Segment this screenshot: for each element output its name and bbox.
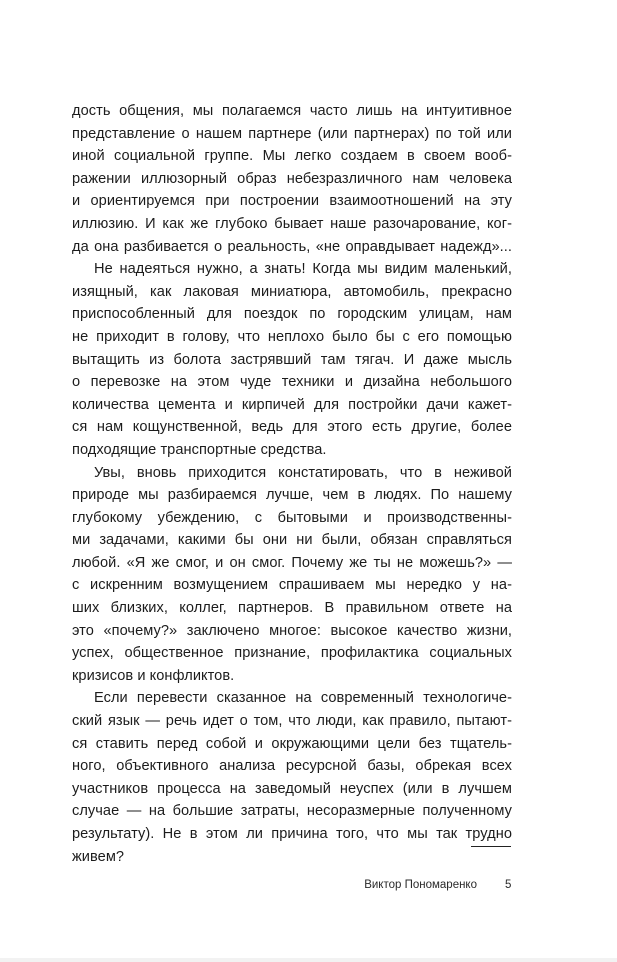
page-bottom-edge — [0, 958, 617, 962]
text-line: о перевозке на этом чуде техники и дизайна небольшого — [72, 374, 512, 391]
text-line: с искренним возмущением спрашиваем мы нередко у на- — [72, 577, 512, 594]
text-line: ного, объективного анализа ресурсной базы, обрекая всех — [72, 758, 512, 775]
text-line: живем? — [72, 848, 125, 865]
text-line: ражении иллюзорный образ небезразличного нам человека — [72, 170, 512, 187]
text-line: любой. «Я же смог, и он смог. Почему же ты не можешь?» — — [72, 554, 512, 571]
page-number: 5 — [505, 879, 512, 891]
text-line: природе мы разбираемся лучше, чем в людях. По нашему — [72, 487, 512, 504]
text-line: успех, общественное признание, профилактика социальных — [72, 645, 512, 662]
text-line: ский язык — речь идет о том, что люди, как правило, пытают- — [72, 713, 512, 730]
text-line: это «почему?» заключено многое: высокое качество жизни, — [72, 622, 512, 639]
text-line: результату). Не в этом ли причина того, что мы так трудно — [72, 826, 512, 842]
running-footer-author: Виктор Пономаренко — [364, 879, 477, 891]
body-text — [72, 100, 512, 868]
text-line: Увы, вновь приходится констатировать, что в неживой — [94, 464, 512, 481]
text-line: участников процесса на заведомый неуспех (или в лучшем — [72, 780, 512, 797]
text-line: дость общения, мы полагаемся часто лишь на интуитивное — [72, 103, 512, 119]
text-line: подходящие транспортные средства. — [72, 441, 327, 458]
text-line: да она разбивается о реальность, «не оправдывает надежд»... — [72, 238, 512, 255]
text-line: и ориентируемся при построении взаимоотношений на эту — [72, 193, 512, 210]
text-line: изящный, как лаковая миниатюра, автомобиль, прекрасно — [72, 283, 512, 300]
text-line: ших близких, коллег, партнеров. В правильном ответе на — [72, 600, 512, 617]
text-line: иной социальной группе. Мы легко создаем в своем вооб- — [72, 148, 512, 165]
text-line: кризисов и конфликтов. — [72, 667, 235, 684]
text-line: ся ставить перед собой и окружающими цели без тщатель- — [72, 735, 512, 752]
end-rule — [471, 846, 511, 847]
text-line: глубокому убеждению, с бытовыми и производственны- — [72, 509, 512, 526]
text-line: не приходит в голову, что неплохо было бы с его помощью — [72, 328, 512, 345]
text-line: Если перевести сказанное на современный технологиче- — [94, 690, 512, 707]
text-line: иллюзию. И как же глубоко бывает наше разочарование, ког- — [72, 215, 512, 232]
text-line: ми задачами, какими бы они ни были, обязан справляться — [72, 532, 512, 549]
text-line: Не надеяться нужно, а знать! Когда мы видим маленький, — [94, 261, 512, 278]
text-line: количества цемента и кирпичей для постройки дачи кажет- — [72, 396, 512, 413]
text-line: приспособленный для поездок по городским улицам, нам — [72, 306, 512, 323]
text-line: вытащить из болота застрявший там тягач. И даже мысль — [72, 351, 512, 368]
text-line: ся нам кощунственной, ведь для этого есть другие, более — [72, 419, 512, 436]
text-line: случае — на большие затраты, несоразмерные полученному — [72, 803, 512, 820]
text-line: представление о нашем партнере (или партнерах) по той или — [72, 125, 512, 142]
